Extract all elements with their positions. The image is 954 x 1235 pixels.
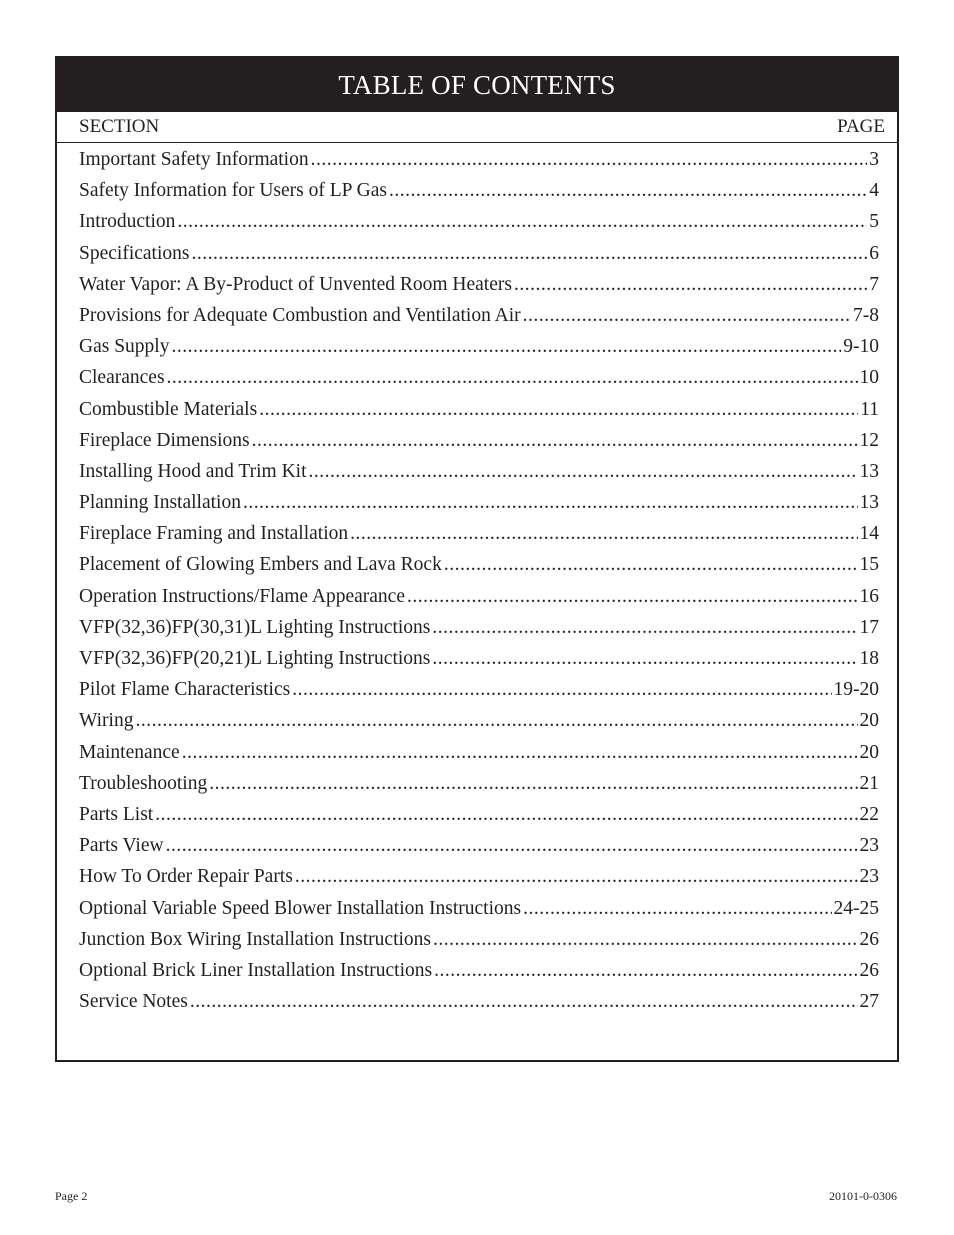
- column-headers: [57, 112, 897, 143]
- toc-entry-page: 24-25: [833, 897, 879, 919]
- toc-entry-page: 20: [859, 741, 879, 763]
- dot-leader: [523, 300, 851, 331]
- footer-document-number: 20101-0-0306: [829, 1189, 897, 1203]
- table-of-contents: [55, 56, 899, 1062]
- toc-entry-page: 13: [859, 460, 879, 482]
- dot-leader: [444, 549, 858, 580]
- dot-leader: [350, 518, 857, 549]
- toc-entry: [79, 456, 879, 487]
- toc-entry: [79, 238, 879, 269]
- toc-entry-title: How To Order Repair Parts: [79, 866, 293, 888]
- toc-entry-page: 23: [859, 866, 879, 888]
- toc-entry-title: VFP(32,36)FP(30,31)L Lighting Instructions: [79, 616, 431, 638]
- toc-entry-page: 21: [859, 772, 879, 794]
- toc-entry-title: Water Vapor: A By-Product of Unvented Room Heaters: [79, 273, 512, 295]
- toc-entry-page: 26: [859, 928, 879, 950]
- toc-entry: [79, 300, 879, 331]
- toc-entry-page: 13: [859, 492, 879, 514]
- toc-entry-page: 10: [859, 367, 879, 389]
- toc-entry-title: Service Notes: [79, 991, 188, 1013]
- dot-leader: [171, 331, 841, 362]
- toc-entry-title: Installing Hood and Trim Kit: [79, 460, 307, 482]
- dot-leader: [209, 768, 857, 799]
- dot-leader: [514, 269, 867, 300]
- dot-leader: [252, 425, 858, 456]
- toc-entry-title: Clearances: [79, 367, 165, 389]
- toc-entry-page: 6: [869, 242, 879, 264]
- dot-leader: [135, 705, 857, 736]
- toc-entry-page: 26: [859, 959, 879, 981]
- dot-leader: [177, 206, 867, 237]
- toc-entry: [79, 830, 879, 861]
- toc-entry-page: 14: [859, 523, 879, 545]
- toc-entry-page: 3: [869, 149, 879, 170]
- dot-leader: [190, 986, 858, 1017]
- toc-entry: [79, 549, 879, 580]
- toc-entry: [79, 674, 879, 705]
- toc-entry: [79, 986, 879, 1017]
- toc-entry: [79, 643, 879, 674]
- toc-header: [57, 58, 897, 112]
- toc-entry-title: Fireplace Framing and Installation: [79, 523, 349, 545]
- toc-entry: [79, 425, 879, 456]
- dot-leader: [166, 830, 858, 861]
- toc-entry-title: Optional Variable Speed Blower Installation Instructions: [79, 897, 522, 919]
- toc-entry-page: 12: [859, 429, 879, 451]
- toc-entry: [79, 737, 879, 768]
- toc-entry-page: 22: [859, 803, 879, 825]
- dot-leader: [182, 737, 858, 768]
- toc-entry: [79, 861, 879, 892]
- section-column-header: SECTION: [79, 116, 160, 137]
- toc-entry-page: 5: [869, 211, 879, 233]
- toc-entry-page: 20: [859, 710, 879, 732]
- toc-entry: [79, 768, 879, 799]
- toc-entry-title: Provisions for Adequate Combustion and Ventilation Air: [79, 304, 521, 326]
- toc-entry-title: Safety Information for Users of LP Gas: [79, 180, 387, 202]
- toc-entry-title: Important Safety Information: [79, 149, 309, 170]
- toc-entry: [79, 955, 879, 986]
- toc-entry: [79, 331, 879, 362]
- dot-leader: [432, 612, 857, 643]
- toc-entry: [79, 487, 879, 518]
- dot-leader: [295, 861, 858, 892]
- dot-leader: [523, 893, 831, 924]
- toc-entry: [79, 924, 879, 955]
- dot-leader: [432, 643, 857, 674]
- toc-entries: [79, 144, 879, 1017]
- toc-entry-page: 15: [859, 554, 879, 576]
- toc-entry: [79, 893, 879, 924]
- toc-entry-title: Introduction: [79, 211, 176, 233]
- toc-entry-page: 23: [859, 835, 879, 857]
- toc-entry-title: Planning Installation: [79, 492, 241, 514]
- toc-entry-page: 9-10: [843, 336, 879, 358]
- toc-entry-title: Combustible Materials: [79, 398, 258, 420]
- dot-leader: [389, 175, 867, 206]
- toc-entry-title: Specifications: [79, 242, 190, 264]
- toc-entry-title: Gas Supply: [79, 336, 170, 358]
- toc-entry-page: 27: [859, 991, 879, 1013]
- toc-entry-title: Operation Instructions/Flame Appearance: [79, 585, 405, 607]
- toc-entry-title: VFP(32,36)FP(20,21)L Lighting Instructions: [79, 648, 431, 669]
- dot-leader: [259, 394, 858, 425]
- toc-entry-title: Fireplace Dimensions: [79, 429, 250, 451]
- dot-leader: [243, 487, 858, 518]
- toc-entry: [79, 581, 879, 612]
- dot-leader: [155, 799, 857, 830]
- toc-entry-page: 19-20: [833, 679, 879, 701]
- page-column-header: PAGE: [837, 116, 885, 137]
- toc-entry-title: Parts List: [79, 803, 154, 825]
- toc-entry: [79, 144, 879, 175]
- toc-entry-page: 11: [860, 398, 879, 420]
- toc-entry-page: 7: [869, 273, 879, 295]
- toc-entry-title: Troubleshooting: [79, 772, 208, 794]
- toc-entry-title: Optional Brick Liner Installation Instructions: [79, 959, 433, 981]
- toc-entry: [79, 175, 879, 206]
- toc-entry-page: 16: [859, 585, 879, 607]
- toc-entry: [79, 394, 879, 425]
- toc-entry-title: Parts View: [79, 835, 164, 857]
- toc-entry: [79, 705, 879, 736]
- dot-leader: [167, 362, 858, 393]
- dot-leader: [191, 238, 867, 269]
- toc-entry-title: Pilot Flame Characteristics: [79, 679, 291, 701]
- dot-leader: [434, 955, 857, 986]
- toc-entry: [79, 269, 879, 300]
- dot-leader: [433, 924, 858, 955]
- toc-entry: [79, 206, 879, 237]
- dot-leader: [407, 581, 858, 612]
- toc-entry-title: Placement of Glowing Embers and Lava Rock: [79, 554, 442, 576]
- toc-entry-title: Maintenance: [79, 741, 180, 763]
- toc-entry: [79, 612, 879, 643]
- toc-entry-title: Junction Box Wiring Installation Instructions: [79, 928, 431, 950]
- dot-leader: [292, 674, 831, 705]
- toc-entry-page: 4: [869, 180, 879, 202]
- toc-entry-page: 7-8: [853, 304, 879, 326]
- toc-entry-page: 17: [859, 616, 879, 638]
- toc-entry-title: Wiring: [79, 710, 134, 732]
- toc-entry: [79, 799, 879, 830]
- toc-title: TABLE OF CONTENTS: [338, 69, 616, 100]
- toc-entry-page: 18: [859, 648, 879, 669]
- dot-leader: [311, 144, 868, 175]
- footer-page-number: Page 2: [55, 1189, 88, 1203]
- toc-entry: [79, 518, 879, 549]
- toc-entry: [79, 362, 879, 393]
- dot-leader: [309, 456, 858, 487]
